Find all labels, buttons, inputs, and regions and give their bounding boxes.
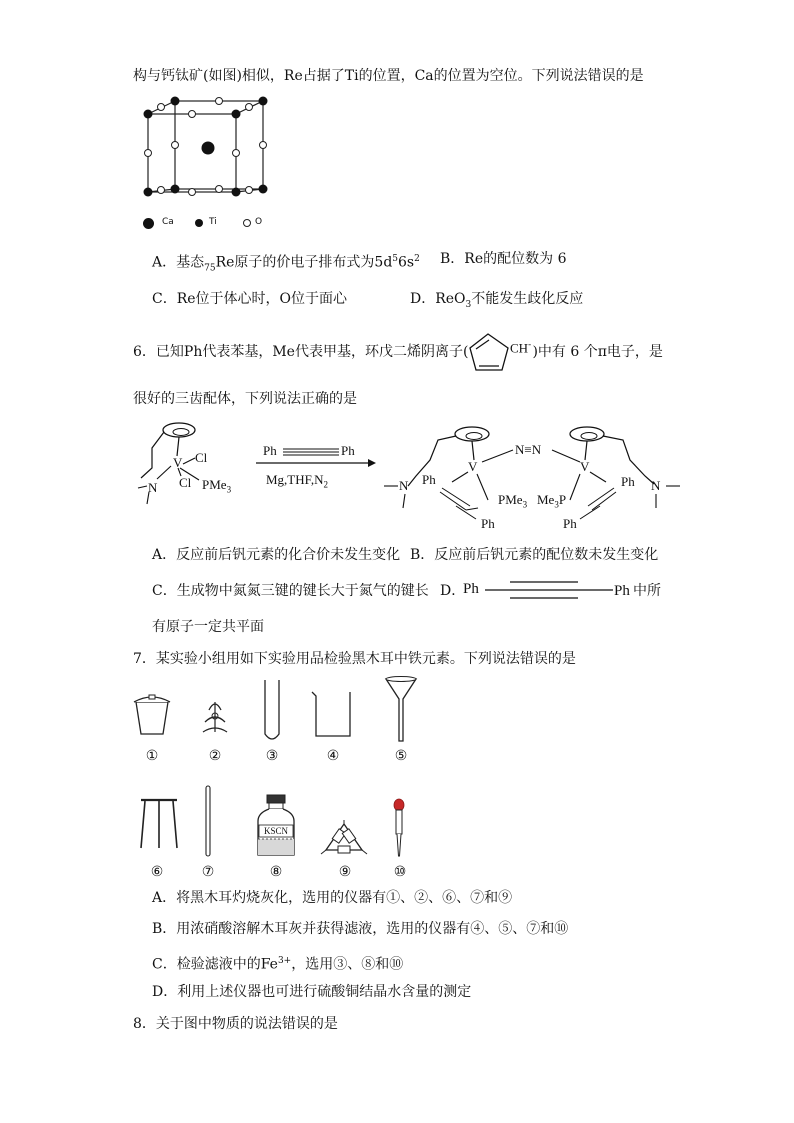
apparatus-label-4: ④ bbox=[326, 748, 340, 764]
beaker-icon bbox=[310, 690, 356, 740]
q6-option-c: C．生成物中氮氮三键的键长大于氮气的键长 bbox=[152, 583, 429, 599]
kscn-bottle-label: KSCN bbox=[263, 826, 288, 836]
q6-option-d-ph-right: Ph bbox=[614, 583, 630, 599]
product-ph3-label: Ph bbox=[621, 474, 635, 489]
alkyne-triple-bond bbox=[283, 448, 343, 458]
q5-option-a: A．基态$_{75}$Re原子的价电子排布式为$5d^56s^2$ bbox=[152, 254, 420, 274]
o-legend-label: O bbox=[255, 217, 263, 227]
clay-triangle-icon bbox=[321, 820, 367, 856]
apparatus-label-9: ⑨ bbox=[338, 864, 352, 880]
o-legend-icon bbox=[243, 219, 251, 227]
reactant-cl1-label: Cl bbox=[195, 450, 208, 465]
q6-stem-line2: 很好的三齿配体，下列说法正确的是 bbox=[133, 391, 357, 407]
perovskite-unit-cell-figure bbox=[140, 96, 270, 196]
ti-legend-icon bbox=[195, 219, 203, 227]
q8-stem: 8．关于图中物质的说法错误的是 bbox=[133, 1016, 338, 1032]
funnel-icon bbox=[384, 675, 418, 745]
q5-stem: 构与钙钛矿(如图)相似，Re占据了Ti的位置，Ca的位置为空位。下列说法错误的是 bbox=[133, 68, 644, 84]
q5-option-b: B．Re的配位数为 6 bbox=[440, 251, 567, 267]
q6-option-d-continued: 有原子一定共平面 bbox=[152, 619, 264, 635]
q6-option-d-ph-left: Ph bbox=[463, 581, 479, 597]
product-n2-label: N≡N bbox=[515, 442, 542, 457]
ca-legend-label: Ca bbox=[162, 217, 174, 227]
apparatus-label-3: ③ bbox=[265, 748, 279, 764]
product-me3p-label: $Me_3P$ bbox=[537, 492, 567, 510]
apparatus-label-2: ② bbox=[208, 748, 222, 764]
q5-option-d: D．ReO$_3$不能发生歧化反应 bbox=[410, 291, 584, 310]
ti-legend-label: Ti bbox=[209, 217, 217, 227]
product-n-left-label: N bbox=[399, 478, 409, 493]
product-v1-label: V bbox=[468, 459, 478, 474]
product-n-right-label: N bbox=[651, 478, 661, 493]
q6-option-b: B．反应前后钒元素的配位数未发生变化 bbox=[410, 547, 659, 563]
product-pme3-label: PMe$_3$ bbox=[498, 492, 528, 510]
unit-cell-legend bbox=[143, 217, 273, 231]
product-v2-label: V bbox=[580, 459, 590, 474]
apparatus-label-1: ① bbox=[145, 748, 159, 764]
crucible-tongs-icon bbox=[195, 694, 235, 738]
product-ph4-label: Ph bbox=[563, 516, 577, 531]
q7-stem: 7．某实验小组用如下实验用品检验黑木耳中铁元素。下列说法错误的是 bbox=[133, 651, 576, 667]
reactant-cl2-label: Cl bbox=[179, 475, 192, 490]
product-ph2-label: Ph bbox=[481, 516, 495, 531]
glass-rod-icon bbox=[203, 786, 213, 858]
cp-anion-label: CH- bbox=[510, 339, 532, 356]
q7-option-a: A．将黑木耳灼烧灰化，选用的仪器有①、②、⑥、⑦和⑨ bbox=[152, 890, 513, 906]
apparatus-label-7: ⑦ bbox=[201, 864, 215, 880]
reagent-ph-right: Ph bbox=[341, 443, 355, 458]
product-ph1-label: Ph bbox=[422, 472, 436, 487]
reaction-conditions: $Mg,THF,N_2$ bbox=[266, 472, 328, 490]
q6-option-a: A．反应前后钒元素的化合价未发生变化 bbox=[152, 547, 401, 563]
q5-option-c: C．Re位于体心时，O位于面心 bbox=[152, 291, 348, 307]
diphenylacetylene-triple-bond bbox=[485, 580, 615, 600]
q7-option-b: B．用浓硝酸溶解木耳灰并获得滤液，选用的仪器有④、⑤、⑦和⑩ bbox=[152, 921, 569, 937]
q6-option-d-suffix: 中所 bbox=[633, 583, 661, 599]
reaction-arrow bbox=[256, 458, 376, 468]
ca-legend-icon bbox=[143, 218, 154, 229]
reagent-ph-left: Ph bbox=[263, 443, 277, 458]
apparatus-label-6: ⑥ bbox=[150, 864, 164, 880]
q6-stem-line1: 6．已知Ph代表苯基，Me代表甲基，环戊二烯阴离子( )中有 6 个π电子，是 bbox=[133, 344, 663, 360]
q7-option-d: D．利用上述仪器也可进行硫酸铜结晶水含量的测定 bbox=[152, 984, 472, 1000]
tripod-stand-icon bbox=[139, 796, 179, 852]
reactant-v-label: V bbox=[173, 455, 183, 470]
apparatus-label-10: ⑩ bbox=[393, 864, 407, 880]
reactant-n-label: N bbox=[148, 480, 158, 495]
apparatus-label-5: ⑤ bbox=[394, 748, 408, 764]
q6-option-d: D． bbox=[440, 583, 466, 599]
apparatus-label-8: ⑧ bbox=[269, 864, 283, 880]
crucible-icon bbox=[132, 694, 172, 738]
reactant-pme3-label: PMe$_3$ bbox=[202, 477, 232, 495]
dropper-icon bbox=[392, 798, 406, 860]
test-tube-icon bbox=[262, 678, 282, 744]
q7-option-c: C．检验滤液中的$Fe^{3+}$，选用③、⑧和⑩ bbox=[152, 956, 404, 973]
